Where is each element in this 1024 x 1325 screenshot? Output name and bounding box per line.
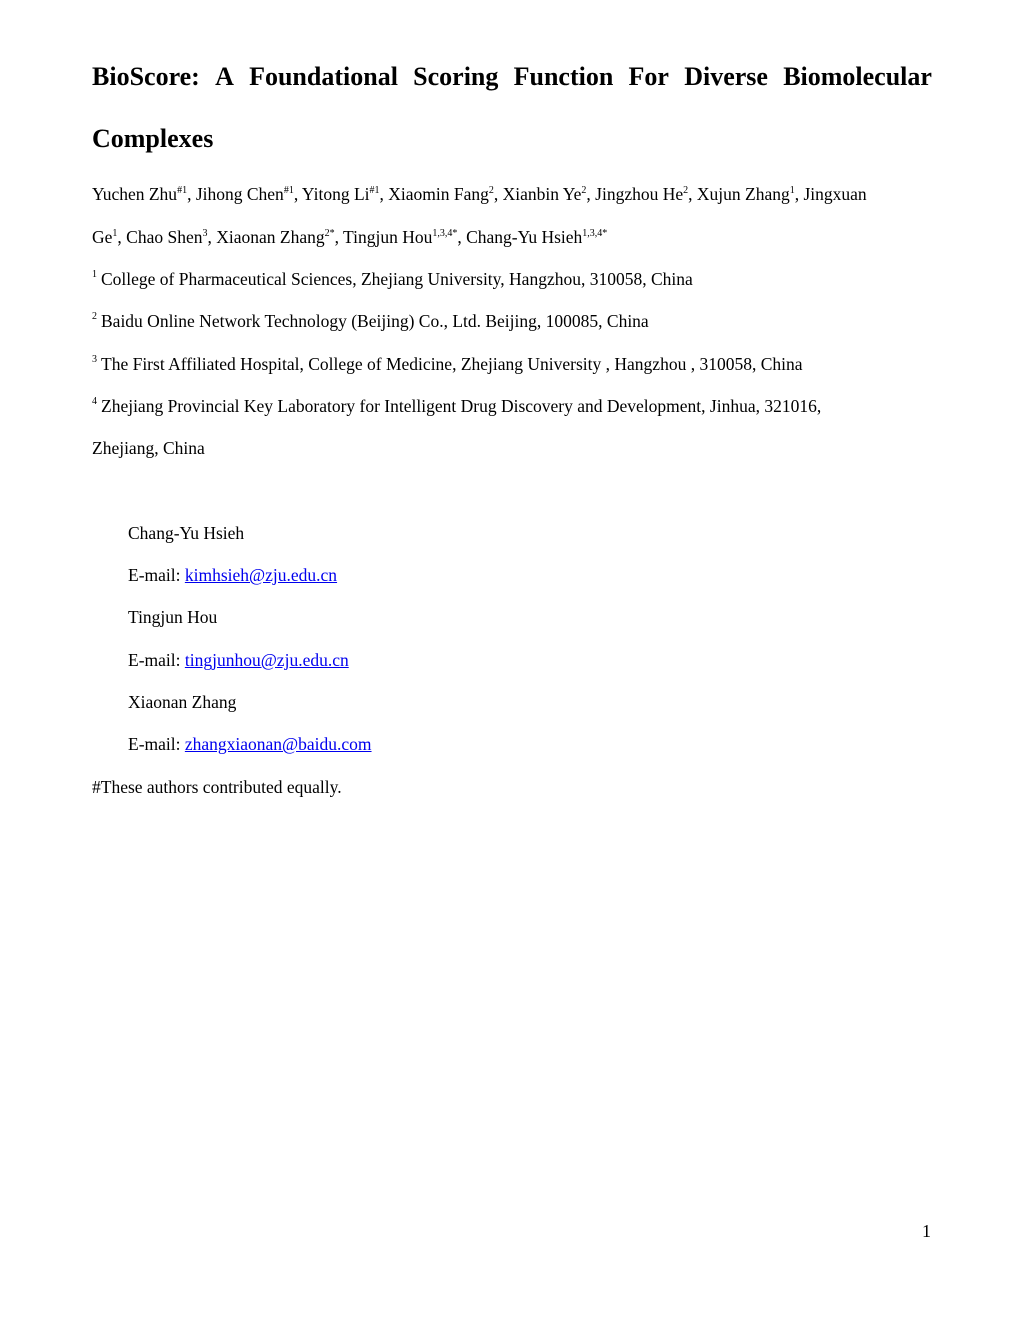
affiliation-number: 1 <box>92 269 97 280</box>
author-superscript: 2 <box>488 185 494 196</box>
contact-email-line <box>128 567 337 585</box>
email-link[interactable]: zhangxiaonan@baidu.com <box>184 734 372 754</box>
affiliation-2 <box>92 313 649 331</box>
email-link[interactable]: tingjunhou@zju.edu.cn <box>184 650 349 670</box>
author-superscript: 2 <box>683 185 689 196</box>
paper-title-line-2: Complexes <box>92 124 214 153</box>
contact-name: Chang-Yu Hsieh <box>128 523 245 543</box>
affiliation-text: Zhejiang Provincial Key Laboratory for Intelligent Drug Discovery and Development, Jinhua, 321016, <box>101 396 822 416</box>
email-link[interactable]: kimhsieh@zju.edu.cn <box>184 565 338 585</box>
author-superscript: #1 <box>369 185 380 196</box>
author-superscript: 3 <box>202 228 208 239</box>
title-word: BioScore: <box>92 62 200 91</box>
author: Ge$^1$, <box>92 227 127 247</box>
affiliation-number: 4 <box>92 396 97 407</box>
title-word: Diverse <box>684 62 768 91</box>
title-word: Scoring <box>413 62 499 91</box>
author: Yitong Li$^{\#1}$, <box>301 184 389 204</box>
author: Chao Shen$^3$, <box>126 227 217 247</box>
contact-email-line <box>128 736 372 754</box>
email-label: E-mail: <box>128 565 185 585</box>
affiliation-text: Baidu Online Network Technology (Beijing) Co., Ltd. Beijing, 100085, China <box>101 311 649 331</box>
author: Chang-Yu Hsieh$^{1,3,4*}$ <box>466 227 608 247</box>
author-superscript: 2 <box>581 185 587 196</box>
author-list-line-1 <box>92 186 867 204</box>
title-word: For <box>628 62 669 91</box>
author-superscript: 1 <box>789 185 795 196</box>
author-superscript: 2* <box>324 228 335 239</box>
affiliation-number: 2 <box>92 311 97 322</box>
author: Xianbin Ye$^2$, <box>502 184 596 204</box>
author-superscript: 1 <box>112 228 118 239</box>
contact-name: Tingjun Hou <box>128 607 218 627</box>
author-list-line-2 <box>92 229 607 247</box>
equal-contribution-note: #These authors contributed equally. <box>92 777 342 797</box>
author: Xiaomin Fang$^2$, <box>388 184 503 204</box>
author: Tingjun Hou$^{1,3,4*}$, <box>343 227 467 247</box>
affiliation-text: The First Affiliated Hospital, College of Medicine, Zhejiang University , Hangzhou , 310058, China <box>101 354 803 374</box>
affiliation-4-continuation: Zhejiang, China <box>92 438 205 458</box>
affiliation-1 <box>92 271 693 289</box>
contact-email-line <box>128 652 349 670</box>
email-label: E-mail: <box>128 650 185 670</box>
author-superscript: 1,3,4* <box>432 228 458 239</box>
paper-title-line-1 <box>92 64 932 90</box>
affiliation-number: 3 <box>92 354 97 365</box>
affiliation-4 <box>92 398 821 416</box>
affiliation-3 <box>92 356 803 374</box>
author-superscript: #1 <box>283 185 294 196</box>
author: Yuchen Zhu$^{\#1}$, <box>92 184 196 204</box>
affiliation-text: College of Pharmaceutical Sciences, Zhejiang University, Hangzhou, 310058, China <box>101 269 693 289</box>
title-word: Function <box>513 62 614 91</box>
author: Xujun Zhang$^1$, <box>696 184 804 204</box>
email-label: E-mail: <box>128 734 185 754</box>
contact-name: Xiaonan Zhang <box>128 692 237 712</box>
author-superscript: 1,3,4* <box>582 228 608 239</box>
title-word: A <box>215 62 234 91</box>
title-word: Biomolecular <box>783 62 932 91</box>
author: Jingzhou He$^2$, <box>595 184 697 204</box>
author: Jihong Chen$^{\#1}$, <box>195 184 302 204</box>
author-superscript: #1 <box>177 185 188 196</box>
title-word: Foundational <box>249 62 398 91</box>
author: Jingxuan <box>803 184 867 204</box>
author: Xiaonan Zhang$^{2*}$, <box>216 227 344 247</box>
page-number: 1 <box>922 1221 931 1241</box>
